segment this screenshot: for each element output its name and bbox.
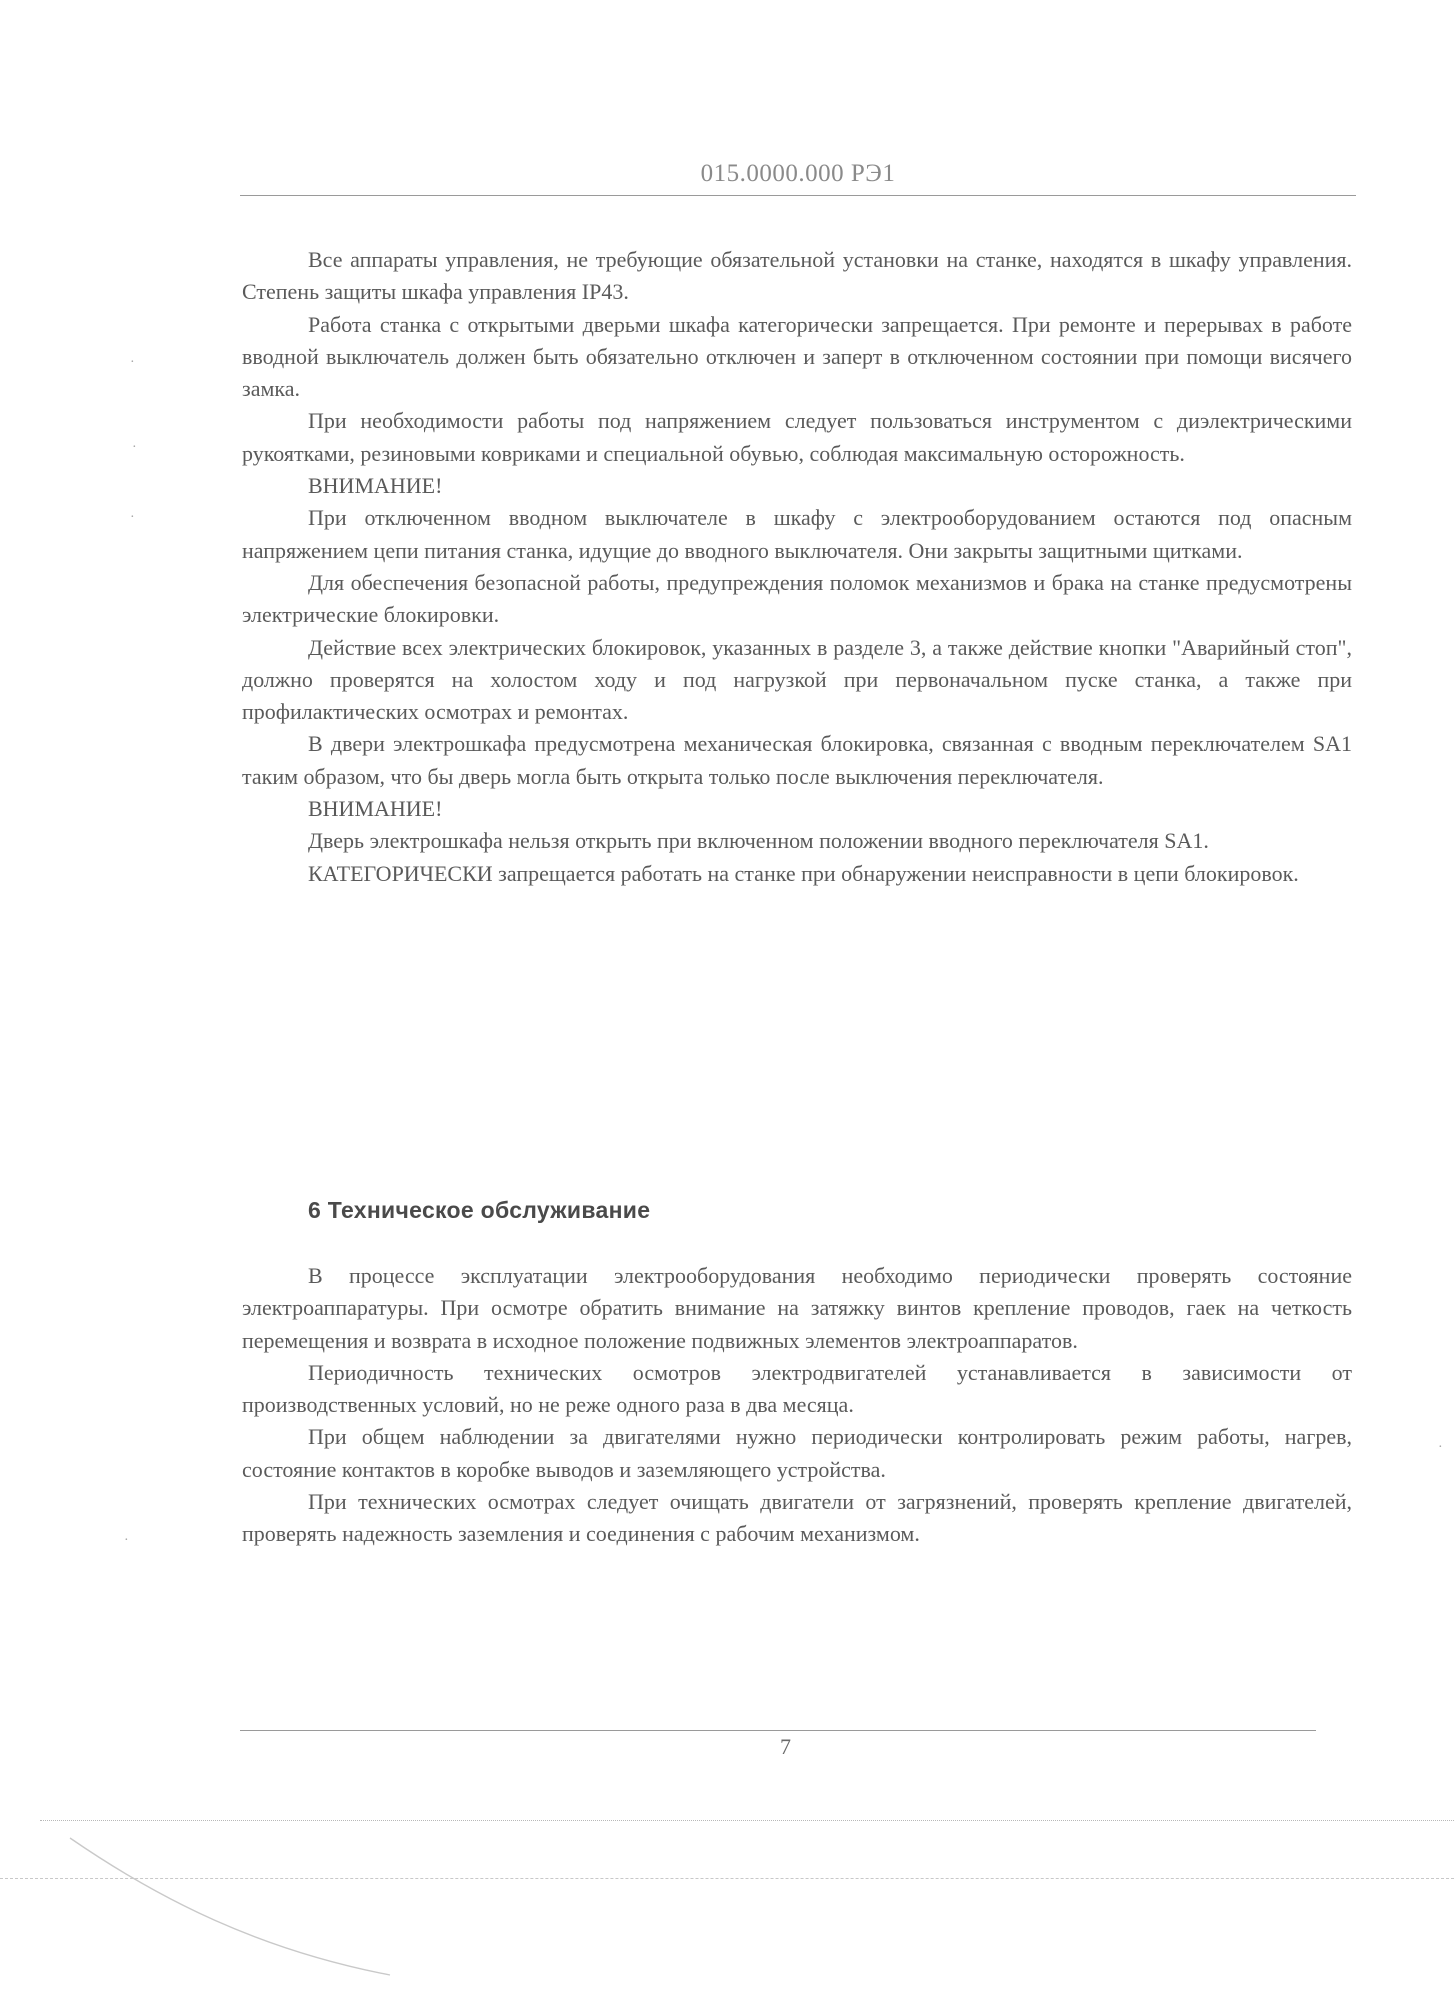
paragraph: Действие всех электрических блокировок, указанных в разделе 3, а также действие кнопки "Аварийный стоп", должно проверятся на холостом ходу и под нагрузкой при первоначальном пуске станка, а также при профилактических осмотрах и ремонтах. xyxy=(242,634,1352,725)
paragraph: При необходимости работы под напряжением следует пользоваться инструментом с диэлектрическими рукоятками, резиновыми ковриками и специальной обувью, соблюдая максимальную осторожность. xyxy=(242,408,1352,466)
paragraph: При общем наблюдении за двигателями нужно периодически контролировать режим работы, нагрев, состояние контактов в коробке выводов и заземляющего устройства. xyxy=(242,1424,1352,1482)
page-number: 7 xyxy=(780,1734,791,1759)
document-code: 015.0000.000 РЭ1 xyxy=(700,160,896,187)
paragraph: Все аппараты управления, не требующие обязательной установки на станке, находятся в шкафу управления. Степень защиты шкафа управления IP43. xyxy=(242,247,1352,305)
paragraph: В двери электрошкафа предусмотрена механическая блокировка, связанная с вводным переключателем SA1 таким образом, что бы дверь могла быть открыта только после выключения переключателя. xyxy=(242,731,1352,789)
warning-heading: ВНИМАНИЕ! xyxy=(308,473,443,499)
scan-speck: · xyxy=(130,510,135,525)
paragraph: При отключенном вводном выключателе в шкафу с электрооборудованием остаются под опасным напряжением цепи питания станка, идущие до вводного выключателя. Они закрыты защитными щитками. xyxy=(242,505,1352,563)
paragraph: При технических осмотрах следует очищать двигатели от загрязнений, проверять крепление двигателей, проверять надежность заземления и соединения с рабочим механизмом. xyxy=(242,1489,1352,1547)
paragraph: В процессе эксплуатации электрооборудования необходимо периодически проверять состояние электроаппаратуры. При осмотре обратить внимание на затяжку винтов крепление проводов, гаек на четкость перемещения и возврата в исходное положение подвижных элементов электроаппаратов. xyxy=(242,1263,1352,1353)
paragraph: Дверь электрошкафа нельзя открыть при включенном положении вводного переключателя SA1. xyxy=(308,828,1209,854)
paragraph: Периодичность технических осмотров электродвигателей устанавливается в зависимости от производственных условий, но не реже одного раза в два месяца. xyxy=(242,1359,1352,1418)
paragraph: Работа станка с открытыми дверьми шкафа категорически запрещается. При ремонте и перерывах в работе вводной выключатель должен быть обязательно отключен и заперт в отключенном состоянии при помощи висячего замка. xyxy=(242,311,1352,402)
paragraph: Для обеспечения безопасной работы, предупреждения поломок механизмов и брака на станке предусмотрены электрические блокировки. xyxy=(242,569,1352,628)
paragraph: КАТЕГОРИЧЕСКИ запрещается работать на станке при обнаружении неисправности в цепи блокировок. xyxy=(308,860,1299,886)
scan-speck: · xyxy=(130,355,135,370)
scan-speck: · xyxy=(124,1533,129,1548)
warning-heading: ВНИМАНИЕ! xyxy=(308,796,443,822)
scan-speck: · xyxy=(1438,1440,1443,1455)
scan-speck: · xyxy=(132,440,137,455)
section-heading: 6 Техническое обслуживание xyxy=(308,1197,651,1223)
